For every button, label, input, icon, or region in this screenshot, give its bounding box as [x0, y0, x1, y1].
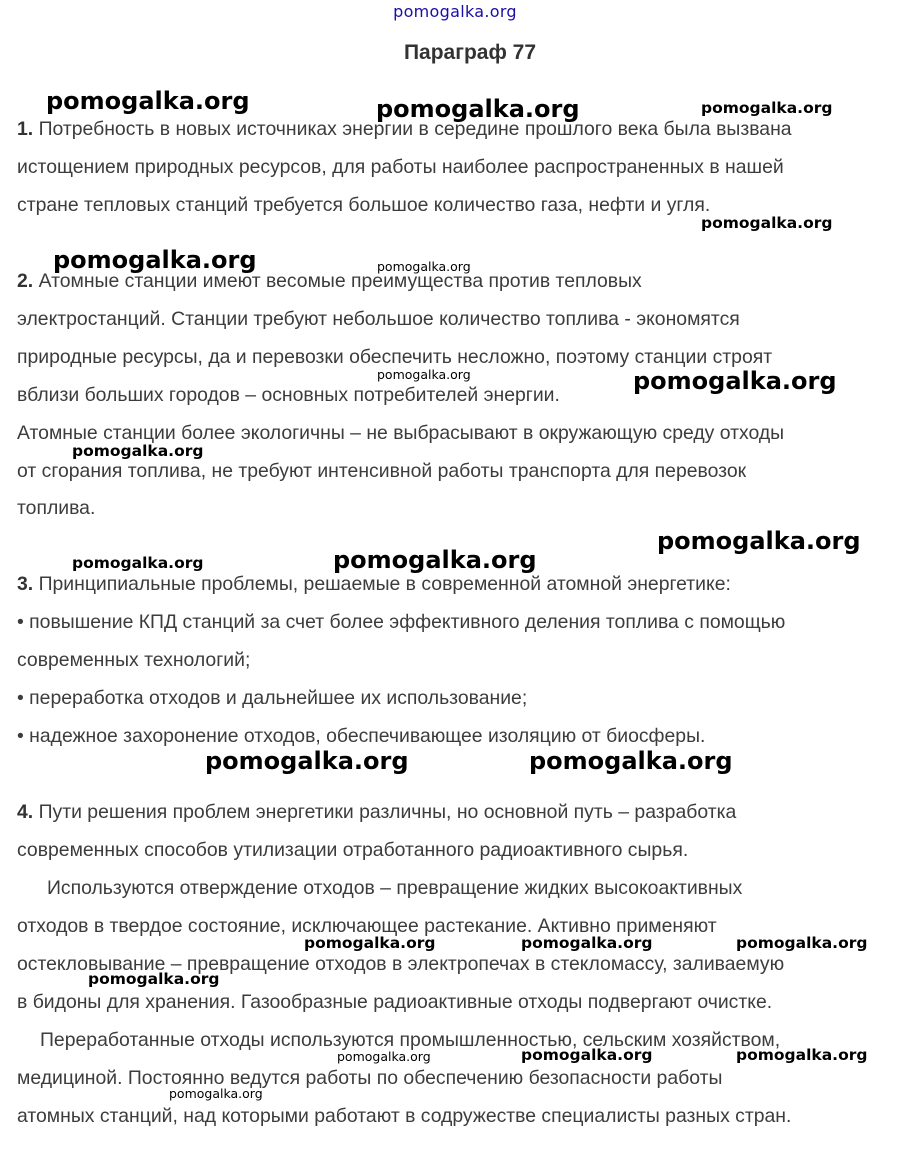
watermark: pomogalka.org	[337, 1049, 431, 1064]
watermark: pomogalka.org	[736, 1046, 868, 1064]
watermark: pomogalka.org	[53, 246, 257, 274]
watermark: pomogalka.org	[376, 95, 580, 123]
section-3-line-2: • повышение КПД станций за счет более эффективного деления топлива с помощью	[17, 611, 786, 633]
watermark: pomogalka.org	[521, 934, 653, 952]
section-number: 3.	[17, 573, 34, 595]
page-title: Параграф 77	[403, 41, 537, 64]
section-1-line-3: стране тепловых станций требуется большое количество газа, нефти и угля.	[17, 194, 711, 216]
section-number: 4.	[17, 801, 34, 823]
section-2-line-3: природные ресурсы, да и перевозки обеспечить несложно, поэтому станции строят	[17, 346, 773, 368]
watermark: pomogalka.org	[701, 99, 833, 117]
watermark: pomogalka.org	[529, 747, 733, 775]
watermark: pomogalka.org	[46, 87, 250, 115]
watermark: pomogalka.org	[736, 934, 868, 952]
watermark: pomogalka.org	[333, 546, 537, 574]
section-3-line-1: 3. Принципиальные проблемы, решаемые в современной атомной энергетике:	[17, 573, 731, 595]
watermark: pomogalka.org	[377, 367, 471, 382]
watermark: pomogalka.org	[205, 747, 409, 775]
section-2-line-6: от сгорания топлива, не требуют интенсивной работы транспорта для перевозок	[17, 460, 747, 482]
section-3-line-5: • надежное захоронение отходов, обеспечивающее изоляцию от биосферы.	[17, 725, 706, 747]
section-2-line-4: вблизи больших городов – основных потребителей энергии.	[17, 384, 560, 406]
watermark: pomogalka.org	[169, 1086, 263, 1101]
section-3-line-4: • переработка отходов и дальнейшее их использование;	[17, 687, 528, 709]
watermark: pomogalka.org	[304, 934, 436, 952]
section-4-line-7: Переработанные отходы используются промышленностью, сельским хозяйством,	[40, 1029, 781, 1051]
section-4-line-3: Используются отверждение отходов – превращение жидких высокоактивных	[47, 877, 743, 899]
watermark: pomogalka.org	[657, 527, 861, 555]
section-2-line-1: 2. Атомные станции имеют весомые преимущества против тепловых	[17, 270, 642, 292]
section-number: 1.	[17, 118, 34, 140]
section-4-line-1: 4. Пути решения проблем энергетики различны, но основной путь – разработка	[17, 801, 737, 823]
section-4-line-4: отходов в твердое состояние, исключающее растекание. Активно применяют	[17, 915, 717, 937]
watermark: pomogalka.org	[72, 442, 204, 460]
section-3-line-3: современных технологий;	[17, 649, 251, 671]
section-4-line-5: остекловывание – превращение отходов в электропечах в стекломассу, заливаемую	[17, 953, 785, 975]
section-2-line-5: Атомные станции более экологичны – не выбрасывают в окружающую среду отходы	[17, 422, 785, 444]
section-2-line-2: электростанций. Станции требуют небольшое количество топлива - экономятся	[17, 308, 740, 330]
section-4-line-2: современных способов утилизации отработанного радиоактивного сырья.	[17, 839, 689, 861]
section-4-line-9: атомных станций, над которыми работают в содружестве специалисты разных стран.	[17, 1105, 792, 1127]
section-2-line-7: топлива.	[17, 497, 96, 519]
site-link[interactable]: pomogalka.org	[393, 2, 517, 21]
section-number: 2.	[17, 270, 34, 292]
watermark: pomogalka.org	[701, 214, 833, 232]
section-1-line-1: 1. Потребность в новых источниках энергии в середине прошлого века была вызвана	[17, 118, 792, 140]
section-4-line-8: медициной. Постоянно ведутся работы по обеспечению безопасности работы	[17, 1067, 723, 1089]
watermark: pomogalka.org	[521, 1046, 653, 1064]
section-1-line-2: истощением природных ресурсов, для работы наиболее распространенных в нашей	[17, 156, 784, 178]
watermark: pomogalka.org	[377, 259, 471, 274]
watermark: pomogalka.org	[72, 554, 204, 572]
section-4-line-6: в бидоны для хранения. Газообразные радиоактивные отходы подвергают очистке.	[17, 991, 773, 1013]
watermark: pomogalka.org	[88, 970, 220, 988]
watermark: pomogalka.org	[633, 367, 837, 395]
